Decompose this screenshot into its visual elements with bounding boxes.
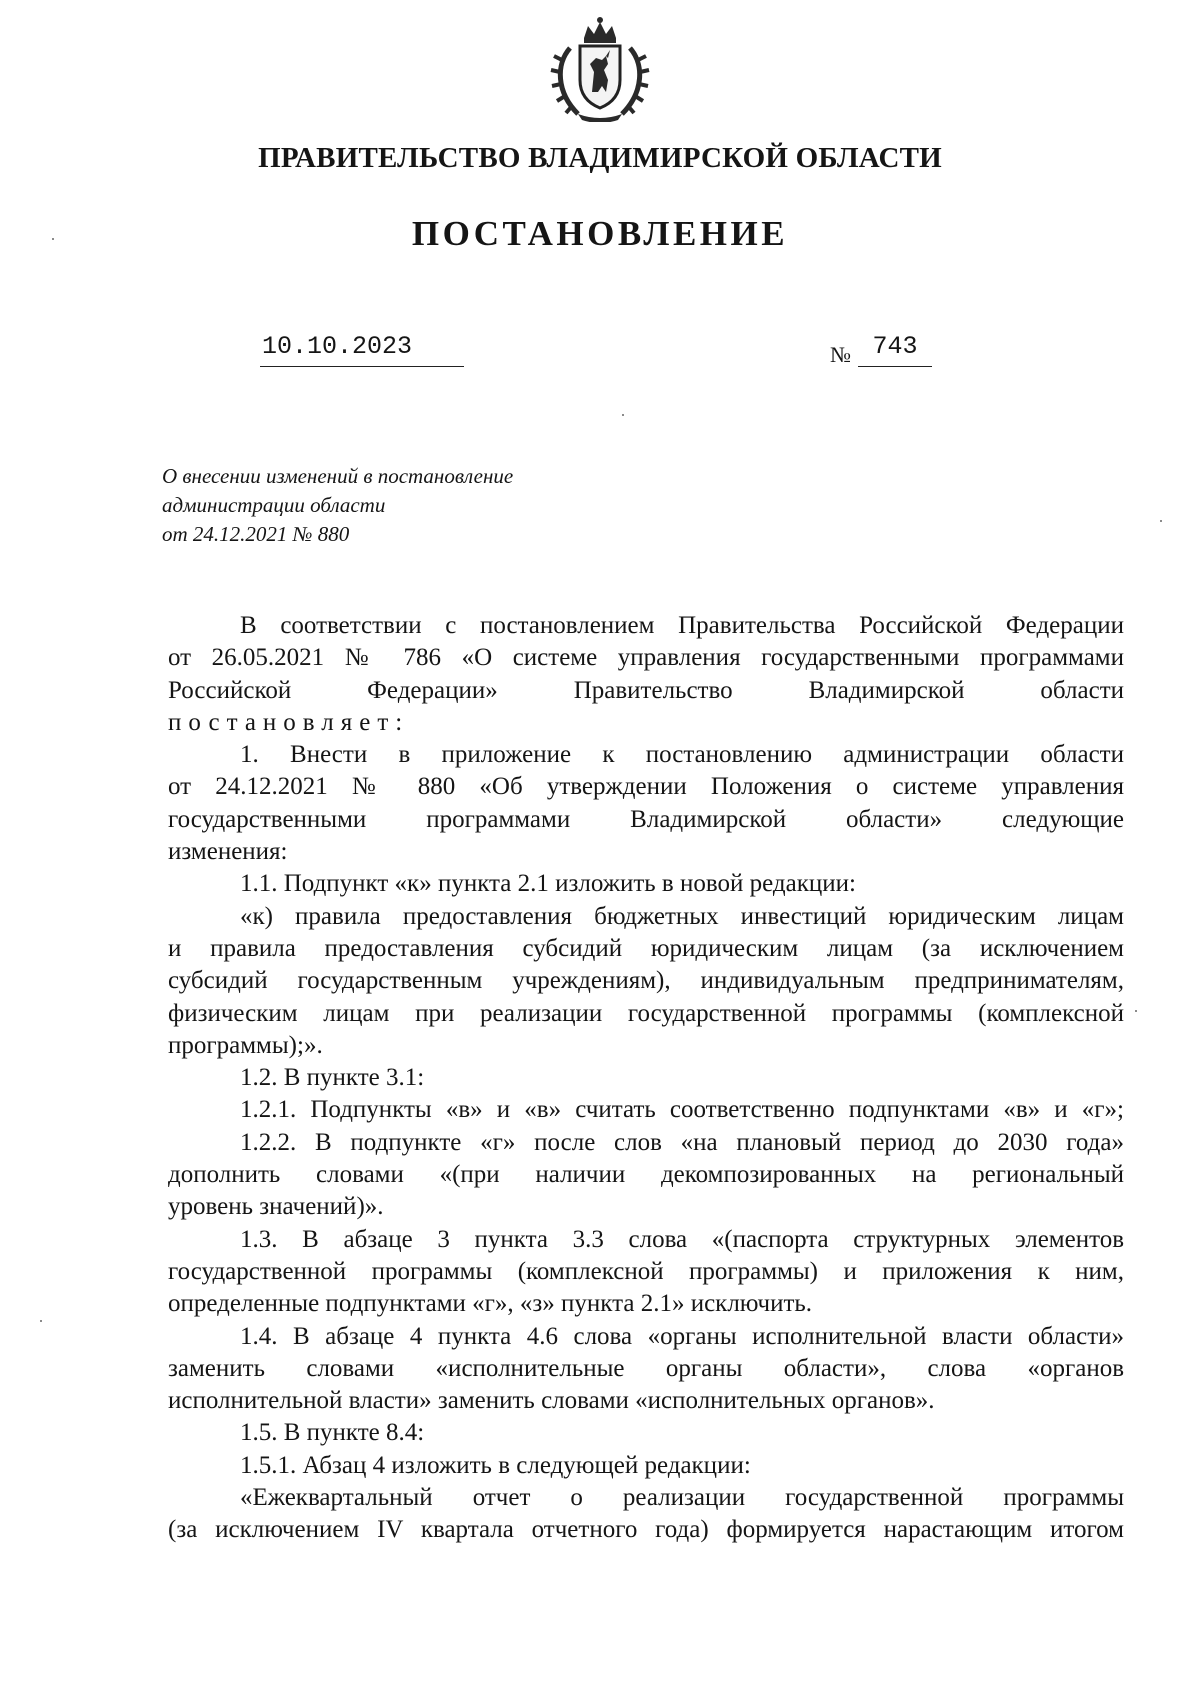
body-line: 1. Внести в приложение к постановлению администрации области <box>240 741 1124 769</box>
body-line: и правила предоставления субсидий юридическим лицам (за исключением <box>168 934 1124 962</box>
subject-line: О внесении изменений в постановление <box>162 464 514 488</box>
body-line: В соответствии с постановлением Правительства Российской Федерации <box>240 612 1124 639</box>
body-line: дополнить словами «(при наличии декомпозированных на региональный <box>168 1161 1124 1189</box>
body-line: Российской Федерации» Правительство Владимирской области <box>168 676 1124 704</box>
date-underline <box>260 366 464 367</box>
body-line: определенные подпунктами «г», «з» пункта 2.1» исключить. <box>168 1290 813 1318</box>
document-body <box>168 610 1124 1547</box>
body-line: 1.5. В пункте 8.4: <box>240 1419 425 1447</box>
body-line: изменения: <box>168 838 288 866</box>
body-line: «к) правила предоставления бюджетных инвестиций юридическим лицам <box>240 902 1124 930</box>
body-line: 1.2.1. Подпункты «в» и «в» считать соответственно подпунктами «в» и «г»; <box>240 1096 1124 1124</box>
number-underline <box>858 366 932 367</box>
body-line: государственной программы (комплексной программы) и приложения к ним, <box>168 1257 1124 1285</box>
body-line: 1.5.1. Абзац 4 изложить в следующей редакции: <box>240 1451 751 1479</box>
document-date: 10.10.2023 <box>262 332 413 361</box>
body-line: от 26.05.2021 № 786 «О системе управления государственными программами <box>168 644 1124 672</box>
body-line: физическим лицам при реализации государственной программы (комплексной <box>168 999 1124 1027</box>
document-type-title: ПОСТАНОВЛЕНИЕ <box>411 214 789 253</box>
document-number: 743 <box>872 332 918 361</box>
organization-title: ПРАВИТЕЛЬСТВО ВЛАДИМИРСКОЙ ОБЛАСТИ <box>258 142 942 174</box>
document-subject <box>162 462 642 549</box>
body-line: 1.4. В абзаце 4 пункта 4.6 слова «органы исполнительной власти области» <box>240 1322 1124 1350</box>
body-line: 1.1. Подпункт «к» пункта 2.1 изложить в новой редакции: <box>240 870 856 898</box>
subject-line: администрации области <box>162 493 386 517</box>
body-line: 1.2.2. В подпункте «г» после слов «на плановый период до 2030 года» <box>240 1128 1124 1156</box>
body-line: государственными программами Владимирской области» следующие <box>168 805 1124 833</box>
body-line: субсидий государственным учреждениям), индивидуальным предпринимателям, <box>168 967 1124 995</box>
body-line: программы);». <box>168 1031 323 1059</box>
coat-of-arms-icon <box>548 14 652 122</box>
body-line: «Ежеквартальный отчет о реализации государственной программы <box>240 1484 1124 1512</box>
body-line: заменить словами «исполнительные органы области», слова «органов <box>168 1354 1124 1382</box>
body-line: уровень значений)». <box>168 1193 384 1221</box>
body-line: 1.3. В абзаце 3 пункта 3.3 слова «(паспорта структурных элементов <box>240 1225 1124 1253</box>
body-line: постановляет: <box>168 708 410 736</box>
body-line: исполнительной власти» заменить словами «исполнительных органов». <box>168 1387 935 1415</box>
subject-line: от 24.12.2021 № 880 <box>162 522 350 546</box>
body-line: (за исключением IV квартала отчетного года) формируется нарастающим итогом <box>168 1516 1124 1544</box>
body-line: от 24.12.2021 № 880 «Об утверждении Положения о системе управления <box>168 773 1124 801</box>
body-line: 1.2. В пункте 3.1: <box>240 1064 425 1092</box>
number-sign: № <box>830 342 851 367</box>
